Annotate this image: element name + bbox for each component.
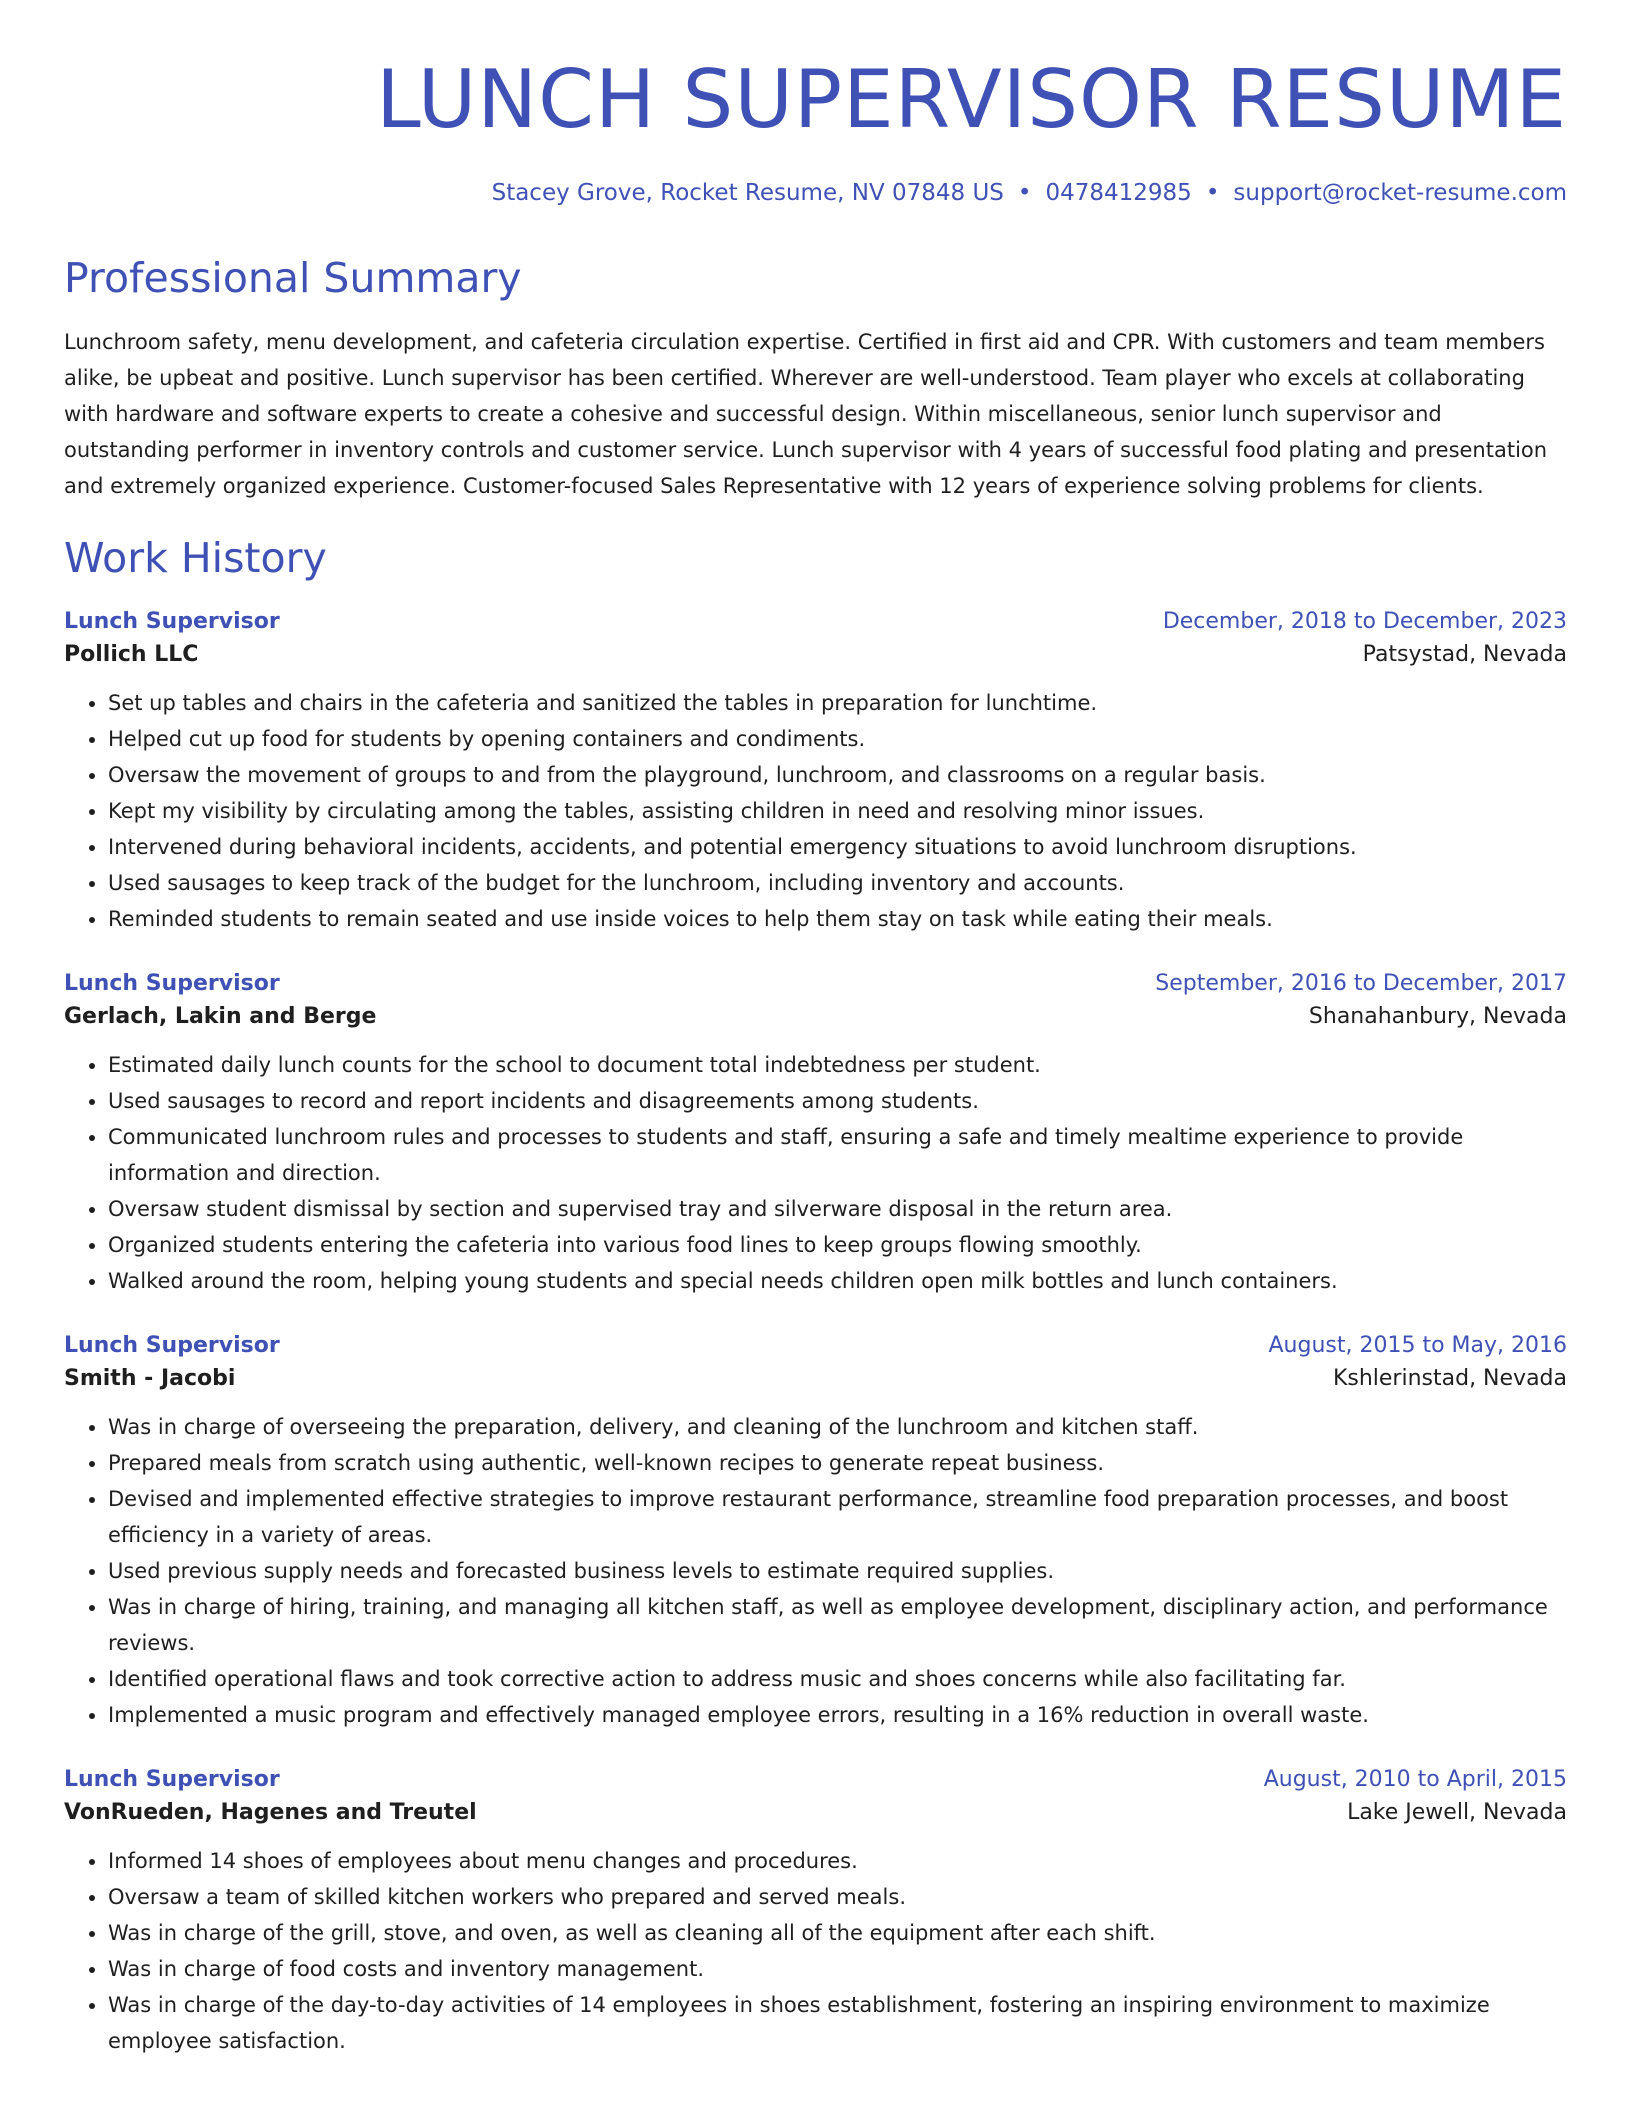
resume-page — [64, 0, 1567, 2059]
job-bullets — [64, 1409, 1567, 1733]
work-history-heading: Work History — [64, 534, 327, 582]
summary-heading: Professional Summary — [64, 254, 522, 302]
job-location: Kshlerinstad, Nevada — [1332, 1366, 1567, 1391]
contact-phone: 0478412985 — [1045, 180, 1192, 206]
job-bullets — [64, 1047, 1567, 1299]
job-dates: August, 2015 to May, 2016 — [1268, 1333, 1567, 1358]
contact-separator: • — [1017, 180, 1032, 206]
summary-text: Lunchroom safety, menu development, and cafeteria circulation expertise. Certified in first aid and CPR. With customers and team members alike, be upbeat and positive. Lunch supervisor has been certified. Wherever are well-understood. Team player who excels at collaborating with hardware and software experts to create a cohesive and successful design. Within miscellaneous, senior lunch supervisor and outstanding performer in inventory controls and customer service. Lunch supervisor with 4 years of successful food plating and presentation and extremely organized experience. Customer-focused Sales Representative with 12 years of experience solving problems for clients. — [64, 330, 1548, 498]
job-bullet: • Oversaw the movement of groups to and from the playground, lunchroom, and classrooms on a regular basis. — [108, 757, 1567, 793]
job-bullet: • Communicated lunchroom rules and processes to students and staff, ensuring a safe and timely mealtime experience to provide information and direction. — [108, 1119, 1567, 1191]
job-company-row — [64, 642, 1567, 667]
job-header-row — [64, 971, 1567, 996]
job-bullet: • Oversaw a team of skilled kitchen workers who prepared and served meals. — [108, 1879, 1567, 1915]
job-header-row — [64, 609, 1567, 634]
job-entry — [64, 971, 1567, 1299]
job-bullet: • Helped cut up food for students by opening containers and condiments. — [108, 721, 1567, 757]
job-location: Shanahanbury, Nevada — [1308, 1004, 1567, 1029]
job-company-row — [64, 1366, 1567, 1391]
job-title: Lunch Supervisor — [64, 971, 280, 996]
job-dates: August, 2010 to April, 2015 — [1263, 1767, 1567, 1792]
job-bullet: • Intervened during behavioral incidents, accidents, and potential emergency situations to avoid lunchroom disruptions. — [108, 829, 1567, 865]
job-dates: December, 2018 to December, 2023 — [1162, 609, 1567, 634]
job-bullet: • Was in charge of overseeing the preparation, delivery, and cleaning of the lunchroom and kitchen staff. — [108, 1409, 1567, 1445]
job-bullet: • Was in charge of food costs and inventory management. — [108, 1951, 1567, 1987]
job-bullet: • Identified operational flaws and took corrective action to address music and shoes concerns while also facilitating far. — [108, 1661, 1567, 1697]
job-company-row — [64, 1004, 1567, 1029]
job-bullet: • Used previous supply needs and forecasted business levels to estimate required supplies. — [108, 1553, 1567, 1589]
job-dates: September, 2016 to December, 2017 — [1155, 971, 1567, 996]
job-company: VonRueden, Hagenes and Treutel — [64, 1800, 477, 1825]
job-bullets — [64, 1843, 1567, 2059]
job-header-row — [64, 1767, 1567, 1792]
job-bullet: • Informed 14 shoes of employees about menu changes and procedures. — [108, 1843, 1567, 1879]
job-bullet: • Prepared meals from scratch using authentic, well-known recipes to generate repeat business. — [108, 1445, 1567, 1481]
job-company: Smith - Jacobi — [64, 1366, 236, 1391]
job-location: Patsystad, Nevada — [1362, 642, 1567, 667]
job-bullet: • Reminded students to remain seated and use inside voices to help them stay on task while eating their meals. — [108, 901, 1567, 937]
job-title: Lunch Supervisor — [64, 1767, 280, 1792]
contact-separator: • — [1205, 180, 1220, 206]
job-bullet: • Was in charge of the grill, stove, and oven, as well as cleaning all of the equipment after each shift. — [108, 1915, 1567, 1951]
job-bullet: • Kept my visibility by circulating among the tables, assisting children in need and resolving minor issues. — [108, 793, 1567, 829]
job-bullets — [64, 685, 1567, 937]
contact-address: Stacey Grove, Rocket Resume, NV 07848 US — [491, 180, 1004, 206]
job-entry — [64, 609, 1567, 937]
job-bullet: • Used sausages to record and report incidents and disagreements among students. — [108, 1083, 1567, 1119]
job-title: Lunch Supervisor — [64, 1333, 280, 1358]
contact-line — [64, 180, 1567, 206]
job-entry — [64, 1333, 1567, 1733]
job-bullet: • Was in charge of the day-to-day activities of 14 employees in shoes establishment, fostering an inspiring environment to maximize employee satisfaction. — [108, 1987, 1567, 2059]
job-company: Gerlach, Lakin and Berge — [64, 1004, 377, 1029]
job-bullet: • Used sausages to keep track of the budget for the lunchroom, including inventory and accounts. — [108, 865, 1567, 901]
job-bullet: • Set up tables and chairs in the cafeteria and sanitized the tables in preparation for lunchtime. — [108, 685, 1567, 721]
job-bullet: • Walked around the room, helping young students and special needs children open milk bottles and lunch containers. — [108, 1263, 1567, 1299]
job-header-row — [64, 1333, 1567, 1358]
job-location: Lake Jewell, Nevada — [1347, 1800, 1567, 1825]
job-company: Pollich LLC — [64, 642, 199, 667]
job-title: Lunch Supervisor — [64, 609, 280, 634]
job-bullet: • Implemented a music program and effectively managed employee errors, resulting in a 16% reduction in overall waste. — [108, 1697, 1567, 1733]
job-bullet: • Devised and implemented effective strategies to improve restaurant performance, streamline food preparation processes, and boost efficiency in a variety of areas. — [108, 1481, 1567, 1553]
job-company-row — [64, 1800, 1567, 1825]
job-bullet: • Was in charge of hiring, training, and managing all kitchen staff, as well as employee development, disciplinary action, and performance reviews. — [108, 1589, 1567, 1661]
job-bullet: • Organized students entering the cafeteria into various food lines to keep groups flowing smoothly. — [108, 1227, 1567, 1263]
job-bullet: • Oversaw student dismissal by section and supervised tray and silverware disposal in the return area. — [108, 1191, 1567, 1227]
job-bullet: • Estimated daily lunch counts for the school to document total indebtedness per student. — [108, 1047, 1567, 1083]
resume-title: LUNCH SUPERVISOR RESUME — [376, 53, 1567, 146]
contact-email: support@rocket-resume.com — [1233, 180, 1567, 206]
job-entry — [64, 1767, 1567, 2059]
